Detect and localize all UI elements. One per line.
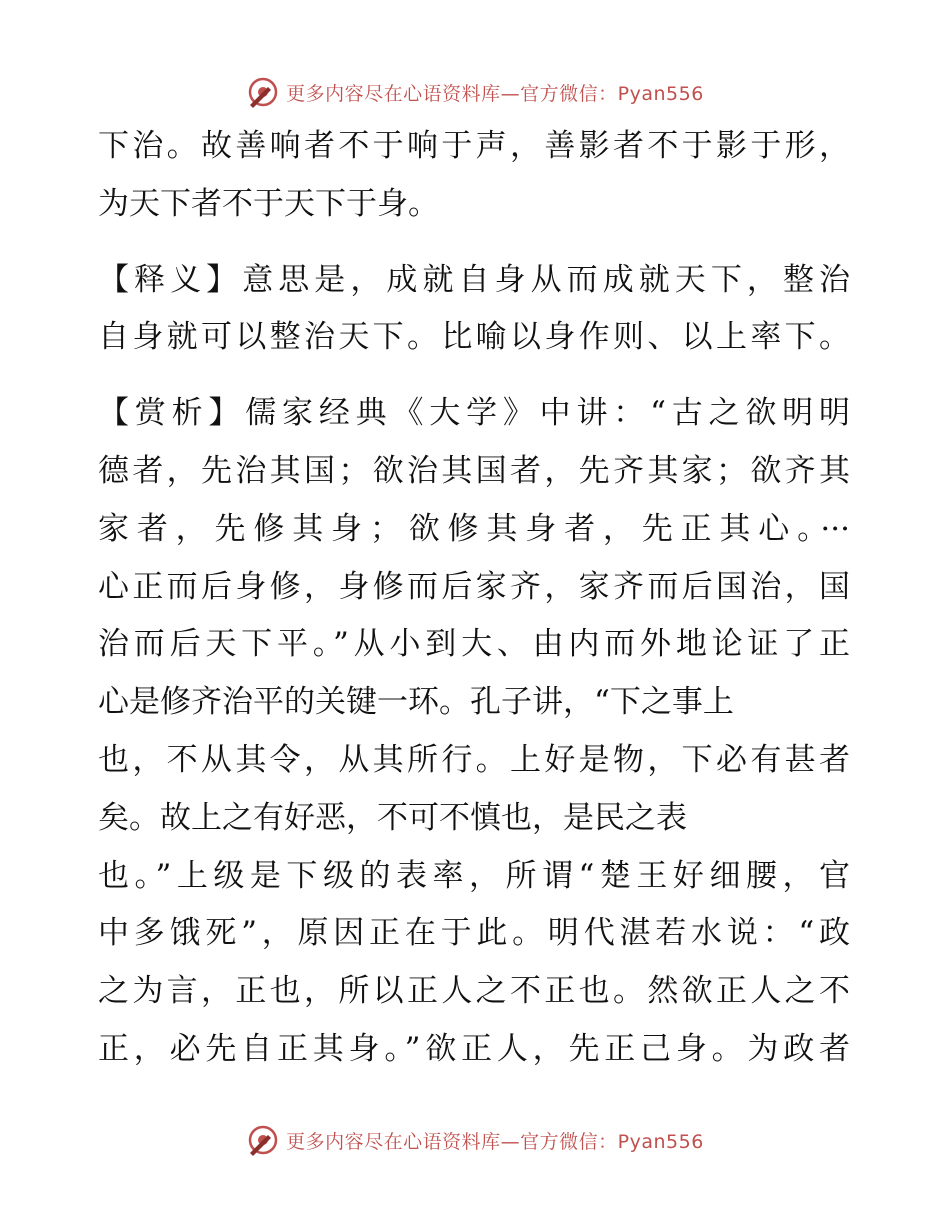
text-line: 下治。故善响者不于响于声，善影者不于影于形，	[98, 128, 850, 164]
header-banner	[0, 72, 950, 112]
text-line: 治而后天下平。”从小到大、由内而外地论证了正	[98, 626, 850, 663]
text-line: 也。”上级是下级的表率，所谓“楚王好细腰，官	[98, 857, 850, 894]
text-line: 也，不从其令，从其所行。上好是物，下必有甚者	[98, 741, 850, 778]
text-line: 中多饿死”，原因正在于此。明代湛若水说：“政	[98, 915, 850, 952]
paragraph	[98, 385, 850, 1079]
text-line: 矣。故上之有好恶，不可不慎也，是民之表	[98, 799, 687, 836]
text-line: 之为言，正也，所以正人之不正也。然欲正人之不	[98, 973, 850, 1010]
banner-text: 更多内容尽在心语资料库—官方微信：Pyan556	[286, 1130, 704, 1153]
document-body	[98, 118, 850, 1079]
paragraph	[98, 118, 850, 234]
text-line: 家者，先修其身；欲修其身者，先正其心。···	[98, 510, 850, 547]
footer-banner	[0, 1120, 950, 1160]
text-line: 正，必先自正其身。”欲正人，先正己身。为政者	[98, 1030, 850, 1067]
text-line: 【释义】意思是，成就自身从而成就天下，整治	[98, 261, 850, 298]
paragraph	[98, 252, 850, 368]
text-line: 德者，先治其国；欲治其国者，先齐其家；欲齐其	[98, 452, 850, 489]
text-line: 自身就可以整治天下。比喻以身作则、以上率下。	[98, 319, 850, 356]
text-line: 心正而后身修，身修而后家齐，家齐而后国治，国	[98, 568, 850, 605]
text-line: 为天下者不于天下于身。	[98, 185, 439, 222]
pen-circle-logo-icon	[246, 1123, 280, 1157]
banner-text: 更多内容尽在心语资料库—官方微信：Pyan556	[286, 82, 704, 105]
text-line: 【赏析】儒家经典《大学》中讲：“古之欲明明	[98, 395, 850, 432]
text-line: 心是修齐治平的关键一环。孔子讲，“下之事上	[98, 684, 734, 721]
pen-circle-logo-icon	[246, 75, 280, 109]
